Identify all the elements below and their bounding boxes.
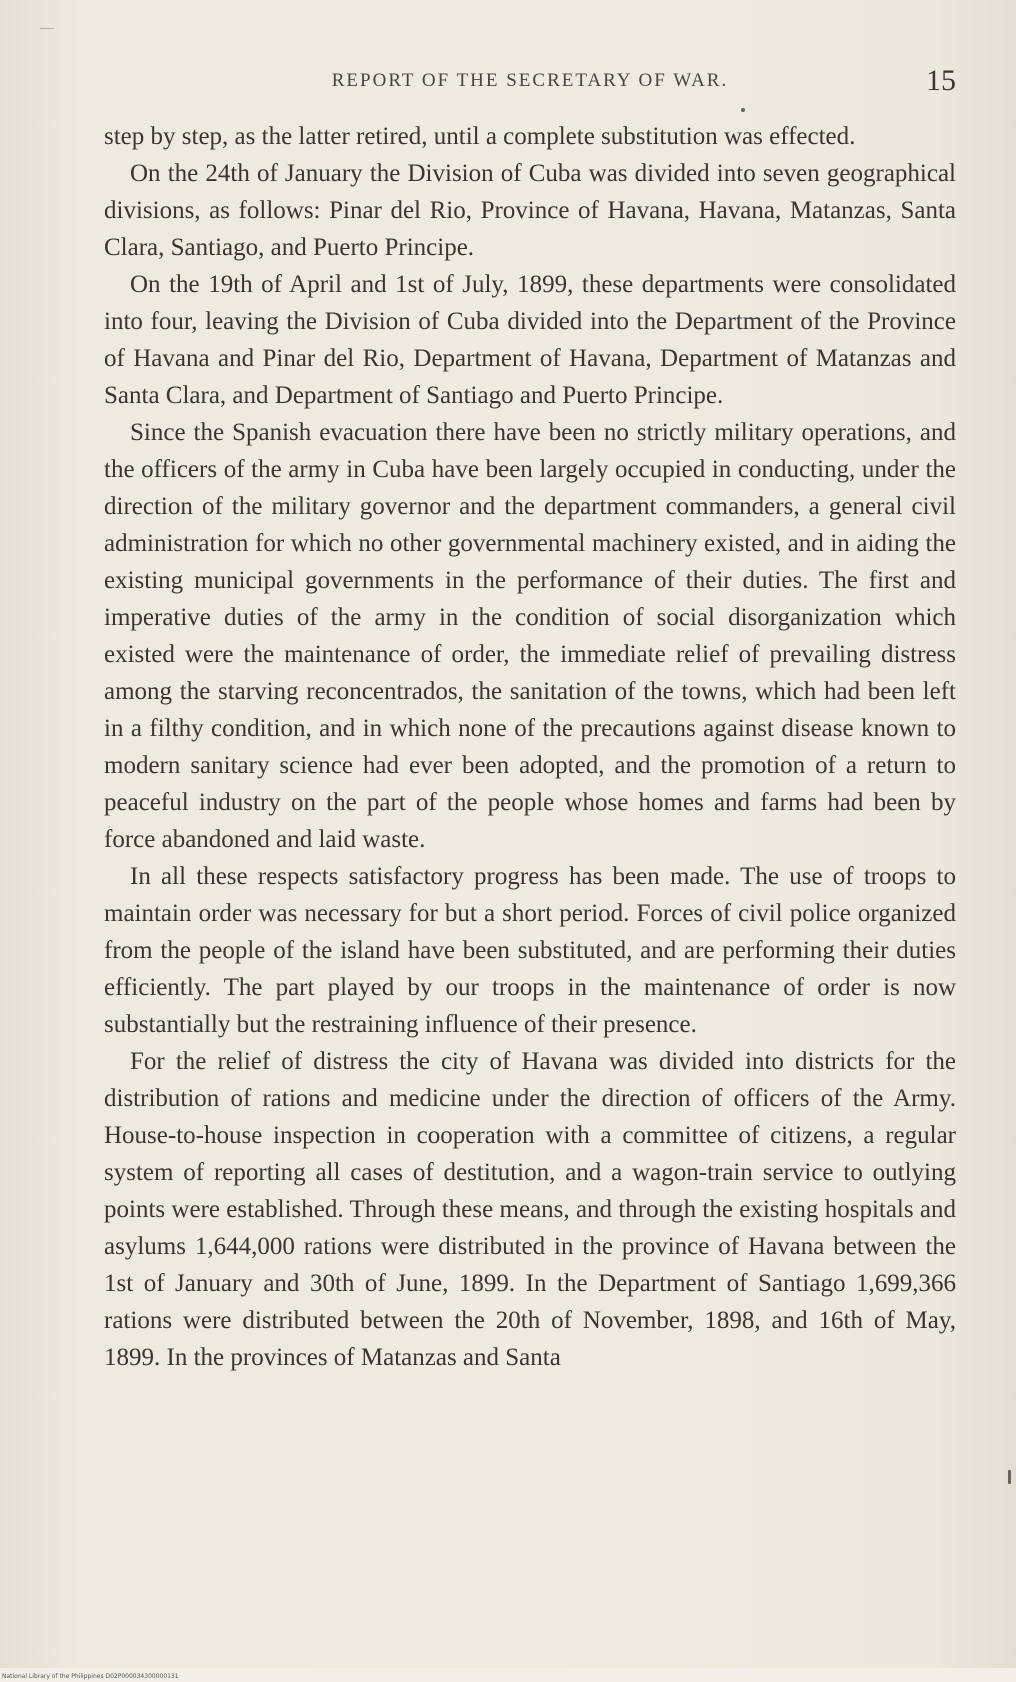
paragraph-continuation: step by step, as the latter retired, until a complete substitution was effected. bbox=[104, 123, 856, 150]
scan-speck bbox=[741, 108, 745, 112]
library-caption: National Library of the Philippines D02P000034300000131 bbox=[2, 1673, 179, 1680]
page-header bbox=[104, 64, 956, 104]
paragraph-relief-of-distress: For the relief of distress the city of Havana was divided into districts for the distribution of rations and medicine under the direction of officers of the Army. House-to-house inspection in cooperation with a committee of citizens, a regular system of reporting all cases of destitution, and a wagon-train service to outlying points were established. Through these means, and through the existing hospitals and asylums 1,644,000 rations were distributed in the province of Havana between the 1st of January and 30th of June, 1899. In the Department of Santiago 1,699,366 rations were distributed between the 20th of November, 1898, and 16th of May, 1899. In the provinces of Matanzas and Santa bbox=[104, 1048, 956, 1371]
paragraph-division-of-cuba: On the 24th of January the Division of Cuba was divided into seven geographical divisions, as follows: Pinar del Rio, Province of Havana, Havana, Matanzas, Santa Clara, Santiago, and Puerto Principe. bbox=[104, 160, 956, 261]
page-number: 15 bbox=[926, 64, 956, 97]
scan-speck bbox=[1008, 1470, 1011, 1484]
footer-strip bbox=[0, 1668, 1016, 1682]
paragraph-progress: In all these respects satisfactory progress has been made. The use of troops to maintain order was necessary for but a short period. Forces of civil police organized from the people of the island have been substituted, and are performing their duties efficiently. The part played by our troops in the maintenance of order is now substantially but the restraining influence of their presence. bbox=[104, 863, 956, 1038]
scan-speck bbox=[40, 28, 54, 29]
body-text bbox=[104, 118, 956, 1376]
running-head: REPORT OF THE SECRETARY OF WAR. bbox=[331, 70, 729, 91]
paragraph-civil-administration: Since the Spanish evacuation there have been no strictly military operations, and the officers of the army in Cuba have been largely occupied in conducting, under the direction of the military governor and the department commanders, a general civil administration for which no other governmental machinery existed, and in aiding the existing municipal governments in the performance of their duties. The first and imperative duties of the army in the condition of social disorganization which existed were the maintenance of order, the immediate relief of prevailing distress among the starving reconcentrados, the sanitation of the towns, which had been left in a filthy condition, and in which none of the precautions against disease known to modern sanitary science had ever been adopted, and the promotion of a return to peaceful industry on the part of the people whose homes and farms had been by force abandoned and laid waste. bbox=[104, 419, 956, 853]
paragraph-departments-consolidated: On the 19th of April and 1st of July, 1899, these departments were consolidated into four, leaving the Division of Cuba divided into the Department of the Province of Havana and Pinar del Rio, Department of Havana, Department of Matanzas and Santa Clara, and Department of Santiago and Puerto Principe. bbox=[104, 271, 956, 409]
